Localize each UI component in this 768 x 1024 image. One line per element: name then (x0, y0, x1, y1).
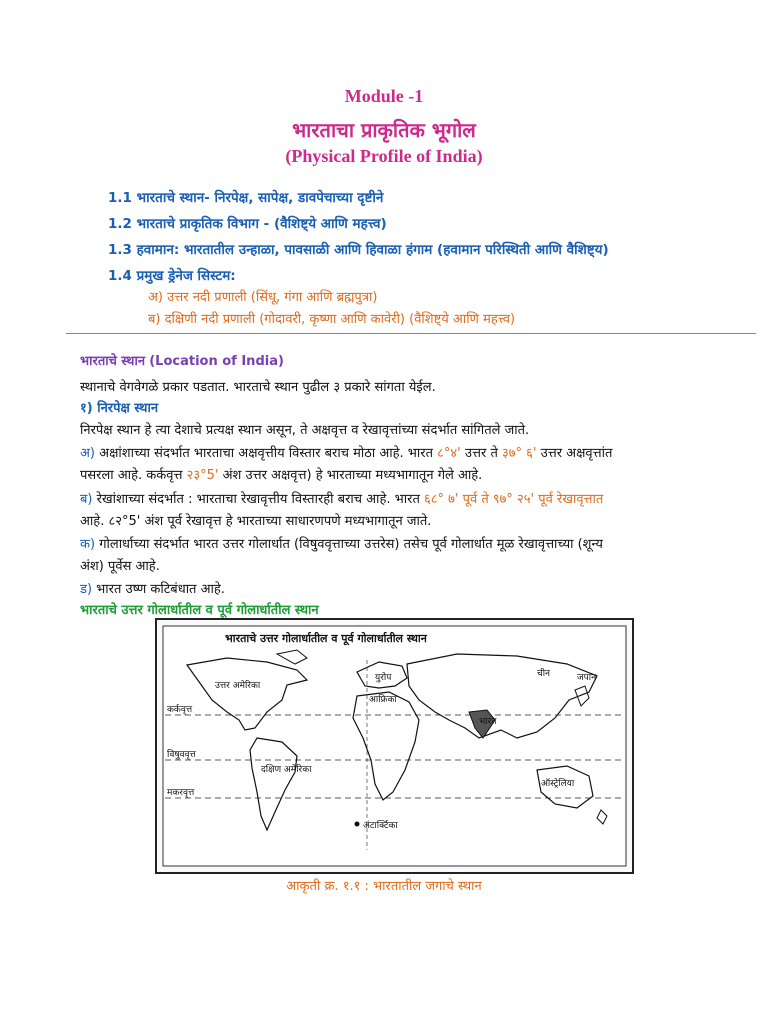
map-heading: भारताचे उत्तर गोलार्धातील व पूर्व गोलार्धातील स्थान (80, 603, 319, 618)
label-africa: आफ्रिका (369, 695, 397, 705)
world-map-svg (157, 620, 632, 872)
antarctica-marker (355, 822, 360, 827)
label-tropic-of-capricorn: मकरवृत्त (167, 788, 195, 798)
module-label: Module -1 (344, 86, 424, 106)
toc-item-1-3: 1.3 हवामान: भारतातील उन्हाळा, पावसाळी आणि हिवाळा हंगाम (हवामान परिस्थिती आणि वैशिष्ट्य) (108, 242, 609, 258)
para-a-line-1: अ) अक्षांशाच्या संदर्भात भारताचा अक्षवृत्तीय विस्तार बराच मोठा आहे. भारत ८°४' उत्तर ते ३७° ६' उत्तर अक्षवृत्तांत (80, 446, 613, 461)
para-d: ड) भारत उष्ण कटिबंधात आहे. (80, 582, 225, 597)
label-south-america: दक्षिण अमेरिका (261, 765, 312, 775)
toc-item-1-2: 1.2 भारताचे प्राकृतिक विभाग - (वैशिष्ट्ये आणि महत्त्व) (108, 216, 387, 232)
toc-item-1-1: 1.1 भारताचे स्थान- निरपेक्ष, सापेक्ष, डावपेचाच्या दृष्टीने (108, 190, 384, 206)
toc-subitem-a: अ) उत्तर नदी प्रणाली (सिंधू, गंगा आणि ब्रह्मपुत्रा) (148, 290, 378, 305)
page-title-english: (Physical Profile of India) (285, 146, 483, 166)
para-c-line-2: अंश) पूर्वेस आहे. (80, 559, 160, 574)
para-b-line-1: ब) रेखांशाच्या संदर्भात : भारताचा रेखावृत्तीय विस्तारही बराच आहे. भारत ६८° ७' पूर्व ते ९७° २५' पूर्व रेखावृत्तात (80, 492, 604, 507)
label-equator: विषुववृत्त (167, 750, 196, 760)
figure-caption: आकृती क्र. १.१ : भारतातील जगाचे स्थान (286, 879, 482, 894)
subheading-absolute-location: १) निरपेक्ष स्थान (80, 401, 159, 416)
label-tropic-of-cancer: कर्कवृत्त (167, 705, 193, 715)
para-c-line-1: क) गोलार्धाच्या संदर्भात भारत उत्तर गोलार्धात (विषुववृत्ताच्या उत्तरेस) तसेच पूर्व गोलार्धात मूळ रेखावृत्ताच्या (शून्य (80, 537, 603, 552)
label-china: चीन (537, 669, 551, 679)
label-india: भारत (479, 717, 497, 727)
absolute-location-text: निरपेक्ष स्थान हे त्या देशाचे प्रत्यक्ष स्थान असून, ते अक्षवृत्त व रेखावृत्तांच्या संदर्भात सांगितले जाते. (80, 423, 530, 438)
label-japan: जपान (577, 673, 597, 683)
world-map-figure (155, 618, 634, 874)
label-antarctica: अंटार्क्टिका (363, 821, 398, 831)
section-divider (66, 333, 756, 334)
map-title: भारताचे उत्तर गोलार्धातील व पूर्व गोलार्धातील स्थान (225, 632, 427, 645)
label-north-america: उत्तर अमेरिका (215, 681, 261, 691)
label-europe: युरोप (375, 673, 392, 683)
section-heading: भारताचे स्थान (Location of India) (80, 354, 284, 369)
toc-item-1-4: 1.4 प्रमुख ड्रेनेज सिस्टम: (108, 268, 236, 284)
para-a-line-2: पसरला आहे. कर्कवृत्त २३°5' अंश उत्तर अक्षवृत्त) हे भारताच्या मध्यभागातून गेले आहे. (80, 468, 483, 483)
intro-text: स्थानाचे वेगवेगळे प्रकार पडतात. भारताचे स्थान पुढील ३ प्रकारे सांगता येईल. (80, 380, 436, 395)
toc-subitem-b: ब) दक्षिणी नदी प्रणाली (गोदावरी, कृष्णा आणि कावेरी) (वैशिष्ट्ये आणि महत्त्व) (148, 312, 516, 327)
label-australia: ऑस्ट्रेलिया (541, 779, 575, 789)
page-title-marathi: भारताचा प्राकृतिक भूगोल (292, 118, 476, 142)
para-b-line-2: आहे. ८२°5' अंश पूर्व रेखावृत्त हे भारताच्या साधारणपणे मध्यभागातून जाते. (80, 514, 432, 529)
